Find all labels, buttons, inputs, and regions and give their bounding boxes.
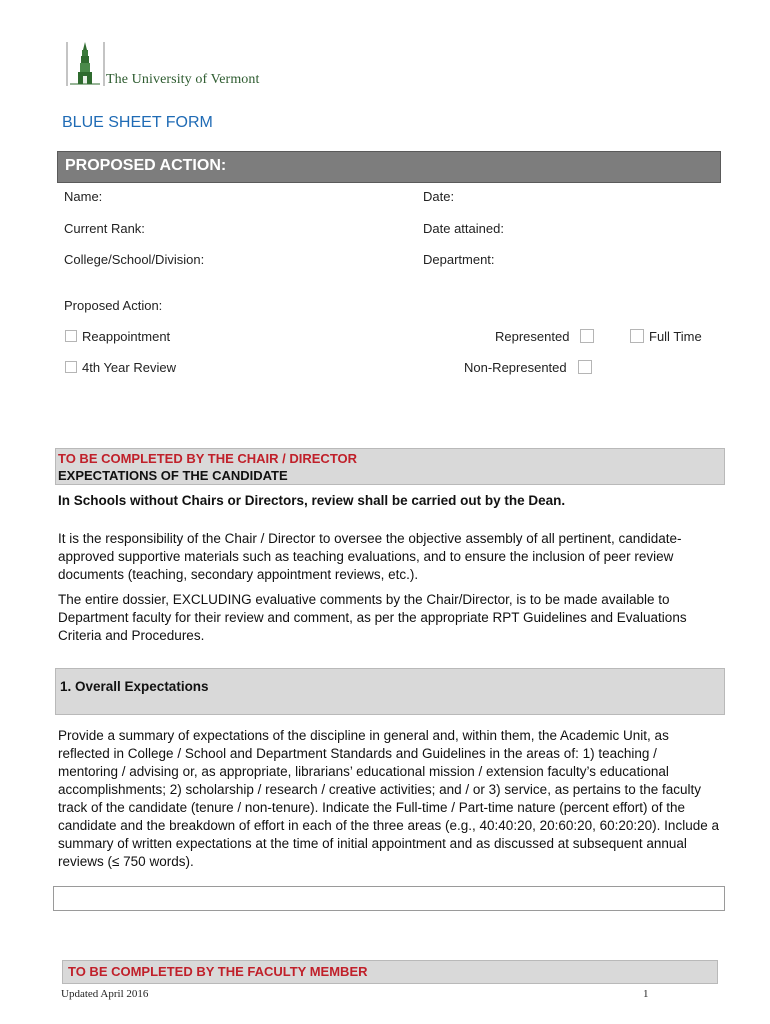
faculty-section-title: TO BE COMPLETED BY THE FACULTY MEMBER [68,964,368,979]
proposed-action-title: PROPOSED ACTION: [65,157,227,174]
non-represented-label: Non-Represented [464,360,567,375]
college-label: College/School/Division: [64,252,205,267]
chair-section-header [55,448,725,485]
reappointment-checkbox[interactable] [65,330,77,342]
dean-note: In Schools without Chairs or Directors, review shall be carried out by the Dean. [58,493,566,508]
current-rank-label: Current Rank: [64,221,145,236]
proposed-action-label: Proposed Action: [64,298,163,313]
department-label: Department: [423,252,495,267]
overall-expectations-header [55,668,725,715]
form-title: BLUE SHEET FORM [62,114,213,131]
logo-text: The University of Vermont [106,72,260,87]
footer-updated: Updated April 2016 [61,988,149,1000]
dossier-paragraph: The entire dossier, EXCLUDING evaluative comments by the Chair/Director, is to be made available to Department faculty for their review and comment, as per the appropriate RPT Guidelines and Evaluations Criteria and Procedures. [58,592,687,643]
overall-expectations-answer-field[interactable] [53,886,725,911]
overall-expectations-paragraph: Provide a summary of expectations of the discipline in general and, within them, the Academic Unit, as reflected in College / School and Department Standards and Guidelines in the areas of: 1) teaching / mentoring / advising or, as appropriate, librarians’ educational mission / extension faculty’s educational accomplishments; 2) scholarship / research / creative activities; and / or 3) service, as pertains to the faculty track of the candidate (tenure / non-tenure). Indicate the Full-time / Part-time nature (percent effort) of the candidate and the breakdown of effort in each of the three areas (e.g., 40:40:20, 20:60:20, 60:20:20). Include a summary of written expectations at the time of initial appointment and as discussed at subsequent annual reviews (≤ 750 words). [58,728,719,869]
full-time-checkbox[interactable] [630,329,644,343]
represented-label: Represented [495,329,570,344]
proposed-action-bar [57,151,721,183]
date-attained-label: Date attained: [423,221,504,236]
overall-expectations-heading: 1. Overall Expectations [60,679,209,694]
date-label: Date: [423,189,455,204]
expectations-subtitle: EXPECTATIONS OF THE CANDIDATE [58,468,288,483]
fourth-year-review-label: 4th Year Review [82,360,176,375]
chair-section-title: TO BE COMPLETED BY THE CHAIR / DIRECTOR [58,451,358,466]
responsibility-paragraph: It is the responsibility of the Chair / Director to oversee the objective assembly of all pertinent, candidate-approved supportive materials such as teaching evaluations, and to ensure the inclusion of peer review documents (teaching, secondary appointment reviews, etc.). [58,531,682,582]
full-time-label: Full Time [649,329,702,344]
university-seal-icon [66,40,106,90]
non-represented-checkbox[interactable] [578,360,592,374]
name-label: Name: [64,189,103,204]
fourth-year-review-checkbox[interactable] [65,361,77,373]
faculty-section-header [62,960,718,984]
reappointment-label: Reappointment [82,329,171,344]
page-number: 1 [643,988,649,1000]
represented-checkbox[interactable] [580,329,594,343]
